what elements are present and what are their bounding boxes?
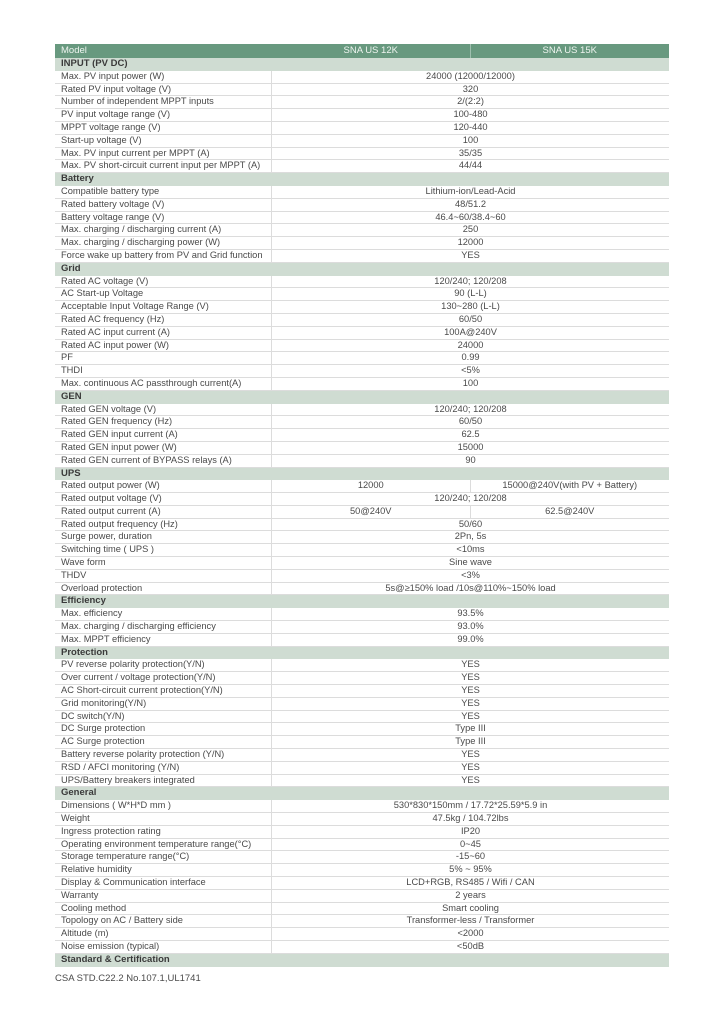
table-body bbox=[55, 58, 669, 967]
row-label: Display & Communication interface bbox=[55, 877, 272, 889]
table-row bbox=[55, 327, 669, 340]
table-row bbox=[55, 404, 669, 417]
row-label: AC Short-circuit current protection(Y/N) bbox=[55, 685, 272, 697]
row-label: Max. charging / discharging current (A) bbox=[55, 224, 272, 236]
row-value: 90 (L-L) bbox=[454, 288, 487, 299]
header-column-sna-us-15k: SNA US 15K bbox=[542, 45, 597, 56]
section-header-protection: Protection bbox=[55, 647, 669, 660]
row-label: Relative humidity bbox=[55, 864, 272, 876]
row-value: 2/(2:2) bbox=[457, 96, 484, 107]
row-label: Rated battery voltage (V) bbox=[55, 199, 272, 211]
table-row bbox=[55, 442, 669, 455]
row-value: 93.0% bbox=[457, 621, 484, 632]
row-value: -15~60 bbox=[455, 851, 486, 862]
row-value-12k: 12000 bbox=[272, 480, 471, 492]
table-row bbox=[55, 903, 669, 916]
table-row bbox=[55, 839, 669, 852]
row-label: Rated output power (W) bbox=[55, 480, 272, 492]
row-label: Max. charging / discharging power (W) bbox=[55, 237, 272, 249]
section-header-grid: Grid bbox=[55, 263, 669, 276]
row-label: Over current / voltage protection(Y/N) bbox=[55, 672, 272, 684]
row-value: LCD+RGB, RS485 / Wifi / CAN bbox=[406, 877, 535, 887]
table-row bbox=[55, 672, 669, 685]
table-row bbox=[55, 148, 669, 161]
table-row bbox=[55, 531, 669, 544]
row-value: <3% bbox=[461, 569, 480, 580]
table-row bbox=[55, 71, 669, 84]
table-row bbox=[55, 416, 669, 429]
row-label: Cooling method bbox=[55, 903, 272, 915]
row-label: Rated GEN input current (A) bbox=[55, 429, 272, 441]
table-row bbox=[55, 301, 669, 314]
row-value-12k: 50@240V bbox=[272, 506, 471, 518]
row-value: Sine wave bbox=[449, 557, 492, 568]
row-value: 100A@240V bbox=[444, 326, 497, 337]
row-value: 320 bbox=[462, 83, 479, 94]
row-value: YES bbox=[461, 749, 480, 760]
table-row bbox=[55, 493, 669, 506]
row-label: Rated AC frequency (Hz) bbox=[55, 314, 272, 326]
table-row bbox=[55, 429, 669, 442]
row-label: Rated output voltage (V) bbox=[55, 493, 272, 505]
table-row bbox=[55, 212, 669, 225]
row-value: 24000 (12000/12000) bbox=[426, 70, 515, 81]
row-value: 48/51.2 bbox=[454, 198, 487, 209]
row-value: YES bbox=[461, 697, 480, 708]
table-header-row bbox=[55, 44, 669, 58]
table-row bbox=[55, 135, 669, 148]
table-row bbox=[55, 224, 669, 237]
row-value: 60/50 bbox=[458, 313, 483, 324]
row-value: 44/44 bbox=[458, 160, 483, 171]
table-row bbox=[55, 915, 669, 928]
row-value: 47.5kg / 104.72lbs bbox=[432, 813, 509, 824]
row-label: MPPT voltage range (V) bbox=[55, 122, 272, 134]
spec-table bbox=[55, 44, 669, 984]
table-row bbox=[55, 583, 669, 596]
table-row bbox=[55, 685, 669, 698]
row-value-15k: 62.5@240V bbox=[545, 505, 595, 516]
table-row bbox=[55, 736, 669, 749]
table-row bbox=[55, 352, 669, 365]
row-value: 120-440 bbox=[453, 121, 488, 132]
table-row bbox=[55, 276, 669, 289]
row-value: 0.99 bbox=[461, 352, 480, 363]
table-row bbox=[55, 749, 669, 762]
table-row bbox=[55, 775, 669, 788]
table-row bbox=[55, 570, 669, 583]
row-value: 2Pn, 5s bbox=[454, 531, 487, 542]
section-header-gen: GEN bbox=[55, 391, 669, 404]
row-label: Rated GEN voltage (V) bbox=[55, 404, 272, 416]
row-label: Max. efficiency bbox=[55, 608, 272, 620]
row-label: Surge power, duration bbox=[55, 531, 272, 543]
row-label: Storage temperature range(°C) bbox=[55, 851, 272, 863]
row-value: 120/240; 120/208 bbox=[434, 403, 507, 414]
table-row bbox=[55, 365, 669, 378]
row-label: AC Surge protection bbox=[55, 736, 272, 748]
section-header-input-pv-dc: INPUT (PV DC) bbox=[55, 58, 669, 71]
table-row bbox=[55, 84, 669, 97]
row-value: 2 years bbox=[455, 889, 486, 900]
row-label: Max. MPPT efficiency bbox=[55, 634, 272, 646]
table-row bbox=[55, 455, 669, 468]
header-model-label: Model bbox=[61, 45, 87, 56]
row-label: PV input voltage range (V) bbox=[55, 109, 272, 121]
row-label: Rated GEN frequency (Hz) bbox=[55, 416, 272, 428]
table-row bbox=[55, 237, 669, 250]
table-row bbox=[55, 621, 669, 634]
row-value: YES bbox=[461, 761, 480, 772]
row-label: Max. PV input current per MPPT (A) bbox=[55, 148, 272, 160]
table-row bbox=[55, 659, 669, 672]
row-label: Max. continuous AC passthrough current(A) bbox=[55, 378, 272, 390]
table-row bbox=[55, 864, 669, 877]
row-value: Lithium-ion/Lead-Acid bbox=[425, 185, 516, 196]
table-row bbox=[55, 826, 669, 839]
row-value: 24000 bbox=[457, 339, 484, 350]
row-label: Rated AC voltage (V) bbox=[55, 276, 272, 288]
table-row bbox=[55, 723, 669, 736]
row-label: Acceptable Input Voltage Range (V) bbox=[55, 301, 272, 313]
table-row bbox=[55, 634, 669, 647]
row-label: Rated GEN current of BYPASS relays (A) bbox=[55, 455, 272, 467]
row-value: 35/35 bbox=[458, 147, 483, 158]
row-value: 530*830*150mm / 17.72*25.59*5.9 in bbox=[393, 800, 548, 811]
row-label: AC Start-up Voltage bbox=[55, 288, 272, 300]
row-value: IP20 bbox=[460, 825, 481, 836]
row-label: UPS/Battery breakers integrated bbox=[55, 775, 272, 787]
table-row bbox=[55, 608, 669, 621]
row-value: 100-480 bbox=[453, 109, 488, 120]
section-header-efficiency: Efficiency bbox=[55, 595, 669, 608]
table-row bbox=[55, 314, 669, 327]
row-value-15k: 15000@240V(with PV + Battery) bbox=[502, 480, 638, 491]
row-value: 62.5 bbox=[461, 429, 480, 440]
row-value: 15000 bbox=[457, 441, 484, 452]
row-label: Operating environment temperature range(°C) bbox=[55, 839, 272, 851]
table-row bbox=[55, 800, 669, 813]
row-label: Ingress protection rating bbox=[55, 826, 272, 838]
row-value: <2000 bbox=[457, 928, 484, 939]
row-value: 0~45 bbox=[460, 838, 481, 849]
row-label: Switching time ( UPS ) bbox=[55, 544, 272, 556]
table-row bbox=[55, 378, 669, 391]
row-value: 120/240; 120/208 bbox=[434, 493, 507, 504]
row-value: 60/50 bbox=[458, 416, 483, 427]
table-row bbox=[55, 698, 669, 711]
row-value: 100 bbox=[462, 377, 479, 388]
section-header-general: General bbox=[55, 787, 669, 800]
row-value: 5s@≥150% load /10s@110%~150% load bbox=[385, 582, 556, 593]
row-value: <5% bbox=[461, 365, 480, 376]
row-value: 46.4~60/38.4~60 bbox=[435, 211, 506, 222]
table-row bbox=[55, 851, 669, 864]
row-value: 100 bbox=[462, 134, 479, 145]
row-label: Max. charging / discharging efficiency bbox=[55, 621, 272, 633]
row-value: 90 bbox=[465, 454, 476, 465]
table-row bbox=[55, 160, 669, 173]
row-value: 120/240; 120/208 bbox=[434, 275, 507, 286]
section-header-standard-certification: Standard & Certification bbox=[55, 954, 669, 967]
table-row bbox=[55, 109, 669, 122]
row-label: Topology on AC / Battery side bbox=[55, 915, 272, 927]
row-value: YES bbox=[461, 774, 480, 785]
row-label: Rated PV input voltage (V) bbox=[55, 84, 272, 96]
table-row bbox=[55, 122, 669, 135]
row-label: Max. PV input power (W) bbox=[55, 71, 272, 83]
row-label: Overload protection bbox=[55, 583, 272, 595]
row-value: 50/60 bbox=[458, 518, 483, 529]
row-label: Weight bbox=[55, 813, 272, 825]
row-label: DC switch(Y/N) bbox=[55, 711, 272, 723]
row-label: Altitude (m) bbox=[55, 928, 272, 940]
table-row bbox=[55, 544, 669, 557]
row-value: YES bbox=[461, 659, 480, 670]
row-label: Max. PV short-circuit current input per MPPT (A) bbox=[55, 160, 272, 172]
table-row bbox=[55, 941, 669, 954]
table-row bbox=[55, 506, 669, 519]
table-row bbox=[55, 557, 669, 570]
row-label: THDI bbox=[55, 365, 272, 377]
row-value: 5% ~ 95% bbox=[449, 864, 492, 875]
table-row bbox=[55, 928, 669, 941]
table-row bbox=[55, 877, 669, 890]
row-label: Grid monitoring(Y/N) bbox=[55, 698, 272, 710]
section-header-ups: UPS bbox=[55, 468, 669, 481]
table-row bbox=[55, 199, 669, 212]
row-label: Rated output current (A) bbox=[55, 506, 272, 518]
table-row bbox=[55, 288, 669, 301]
row-value: YES bbox=[461, 672, 480, 683]
certification-note: CSA STD.C22.2 No.107.1,UL1741 bbox=[55, 972, 201, 984]
row-label: RSD / AFCI monitoring (Y/N) bbox=[55, 762, 272, 774]
row-value: Type III bbox=[455, 736, 486, 747]
header-column-sna-us-12k: SNA US 12K bbox=[272, 44, 471, 58]
row-label: Battery voltage range (V) bbox=[55, 212, 272, 224]
row-label: Rated AC input power (W) bbox=[55, 340, 272, 352]
row-value: 250 bbox=[462, 224, 479, 235]
row-label: Number of independent MPPT inputs bbox=[55, 96, 272, 108]
row-label: Rated output frequency (Hz) bbox=[55, 519, 272, 531]
row-value: <10ms bbox=[456, 544, 485, 555]
table-row bbox=[55, 813, 669, 826]
row-value: YES bbox=[461, 710, 480, 721]
row-value: Type III bbox=[455, 723, 486, 734]
row-value: 130~280 (L-L) bbox=[441, 301, 500, 312]
row-value: Smart cooling bbox=[442, 902, 499, 913]
row-label: Noise emission (typical) bbox=[55, 941, 272, 953]
row-value: 99.0% bbox=[457, 633, 484, 644]
row-value: 93.5% bbox=[457, 608, 484, 619]
row-label: Start-up voltage (V) bbox=[55, 135, 272, 147]
row-label: Rated AC input current (A) bbox=[55, 327, 272, 339]
table-row bbox=[55, 519, 669, 532]
row-value: YES bbox=[461, 249, 480, 260]
row-label: DC Surge protection bbox=[55, 723, 272, 735]
row-value: Transformer-less / Transformer bbox=[406, 915, 535, 926]
row-label: Wave form bbox=[55, 557, 272, 569]
row-label: PV reverse polarity protection(Y/N) bbox=[55, 659, 272, 671]
row-label: Rated GEN input power (W) bbox=[55, 442, 272, 454]
table-row bbox=[55, 711, 669, 724]
table-row bbox=[55, 186, 669, 199]
section-header-battery: Battery bbox=[55, 173, 669, 186]
row-value: YES bbox=[461, 685, 480, 696]
table-row bbox=[55, 340, 669, 353]
row-label: THDV bbox=[55, 570, 272, 582]
row-label: Force wake up battery from PV and Grid function bbox=[55, 250, 272, 262]
row-value: 12000 bbox=[457, 237, 484, 248]
table-row bbox=[55, 890, 669, 903]
row-label: Warranty bbox=[55, 890, 272, 902]
table-row bbox=[55, 480, 669, 493]
row-label: Battery reverse polarity protection (Y/N) bbox=[55, 749, 272, 761]
row-label: Dimensions ( W*H*D mm ) bbox=[55, 800, 272, 812]
row-value: <50dB bbox=[456, 940, 485, 951]
row-label: PF bbox=[55, 352, 272, 364]
table-row bbox=[55, 96, 669, 109]
row-label: Compatible battery type bbox=[55, 186, 272, 198]
table-row bbox=[55, 762, 669, 775]
table-row bbox=[55, 250, 669, 263]
